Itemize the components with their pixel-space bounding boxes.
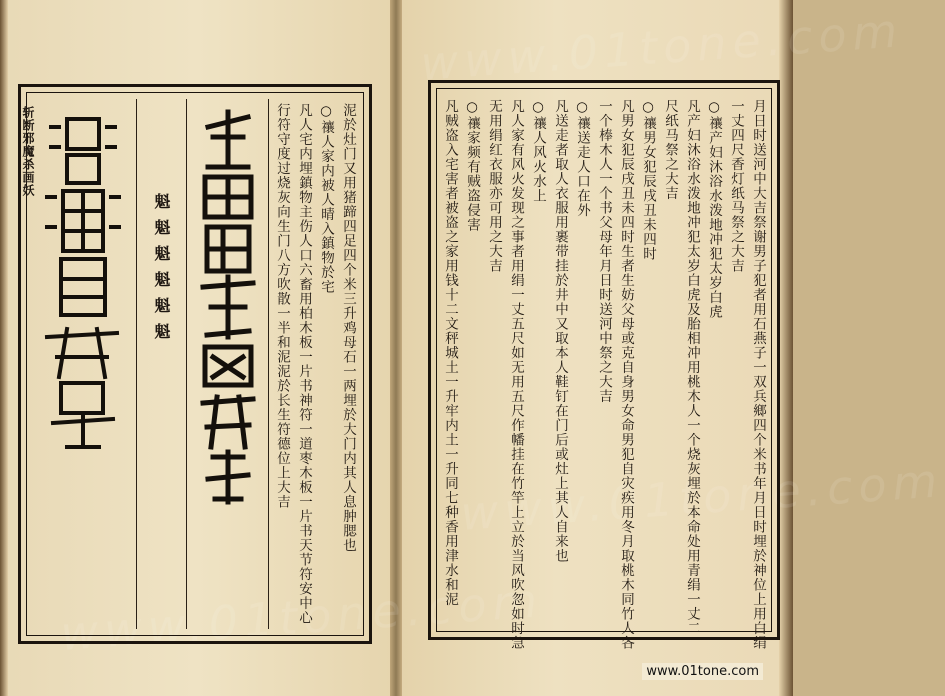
text-column: ○禳人风火水上	[530, 99, 546, 203]
text-column: 尺纸马祭之大吉	[662, 99, 678, 201]
talisman-charm-secondary	[37, 107, 127, 467]
text-column: ○禳人家内被人晴入鎮物於宅	[318, 103, 334, 294]
text-column: 无用绢红衣服亦可用之大吉	[486, 99, 502, 273]
section-title: 斩断邪魔杀画妖	[21, 106, 35, 197]
column-divider	[268, 99, 269, 629]
text-column: 凡男女犯辰戌丑未四时生者生妨父母或克自身男女命男犯自灾疾用冬月取桃木同竹人各	[618, 99, 634, 650]
text-column: 行符守度过烧灰向生门八方吹散一半和泥泥於长生符德位上大吉	[274, 103, 290, 509]
demon-names: 魁魁魁魁魁魁	[152, 193, 171, 349]
talisman-charm-glyph	[193, 107, 263, 507]
text-column: 泥於灶门又用猪蹄四足四个米三升鸡母石一两埋於大门内其人息肿腮也	[340, 103, 356, 553]
text-column: 凡贼盗入宅害者被盗之家用钱十二文秤城土一升牢内土一升同七种香用津水和泥	[442, 99, 458, 607]
left-text-frame	[18, 84, 372, 644]
column-divider	[136, 99, 137, 629]
text-column: 凡人家有风火发现之事者用绢一丈五尺如无用五尺作幡挂在竹竿上立於当风吹忽如时急	[508, 99, 524, 650]
book-gutter	[390, 0, 402, 696]
left-inner-border	[26, 92, 364, 636]
right-inner-border	[436, 88, 772, 650]
text-column: ○禳男女犯辰戌丑未四时	[640, 99, 656, 261]
right-text-frame	[428, 80, 780, 650]
text-column: ○禳家频有贼盗侵害	[464, 99, 480, 232]
text-column: ○禳送走人口在外	[574, 99, 590, 218]
text-column: 凡人宅内埋鎮物主伤人口六畜用柏木板一片书神符一道枣木板一片书天节符安中心	[296, 103, 312, 625]
book-edge-right	[779, 0, 793, 696]
text-column: 月日时送河中大吉祭谢男子犯者用石燕子一双兵鄉四个米书年月日时埋於神位上用白绢	[750, 99, 766, 650]
site-stamp: www.01tone.com	[642, 663, 763, 680]
talisman-charm	[193, 107, 263, 527]
text-column: 一个棒木人一个书父母年月日时送河中祭之大吉	[596, 99, 612, 404]
talisman-charm-secondary-glyph	[37, 107, 127, 457]
text-column: 凡产妇沐浴水泼地冲犯太岁白虎及胎相冲用桃木人一个烧灰埋於本命处用青绢一丈二	[684, 99, 700, 636]
text-column: ○禳产妇沐浴水泼地冲犯太岁白虎	[706, 99, 722, 319]
text-column: 凡送走者取人衣服用裹带挂於井中又取本人鞋钉在门后或灶上其人自来也	[552, 99, 568, 563]
text-column: 一丈四尺香灯纸马祭之大吉	[728, 99, 744, 273]
column-divider	[186, 99, 187, 629]
book-edge-left	[0, 0, 8, 696]
